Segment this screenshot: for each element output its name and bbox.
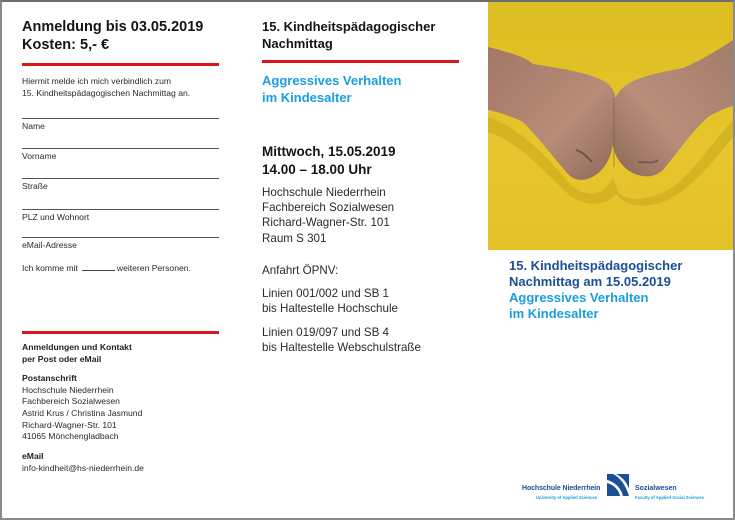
vorname-input-line[interactable] — [22, 148, 219, 149]
cover-title-line-1: 15. Kindheitspädagogischer — [509, 258, 683, 273]
transit-route — [262, 325, 482, 355]
postal-heading: Postanschrift — [22, 373, 77, 383]
transit-route-line: Linien 019/097 und SB 4 — [262, 325, 389, 339]
event-topic — [262, 72, 462, 106]
persons-count-blank[interactable] — [82, 263, 115, 271]
red-divider — [22, 63, 219, 66]
event-venue — [262, 185, 394, 246]
university-logo — [522, 474, 712, 504]
postal-line: Fachbereich Sozialwesen — [22, 396, 120, 407]
postal-line: Richard-Wagner-Str. 101 — [22, 419, 117, 430]
strasse-input-line[interactable] — [22, 178, 219, 179]
logo-faculty-subtitle: Faculty of Applied Social Sciences — [635, 495, 704, 500]
intro-line-1: Hiermit melde ich mich verbindlich zum — [22, 76, 172, 86]
transit-heading: Anfahrt ÖPNV: — [262, 264, 339, 277]
event-title-line-1: 15. Kindheitspädagogischer — [262, 19, 436, 34]
cover-topic-line-2: im Kindesalter — [509, 306, 599, 321]
fist-bump-image — [488, 2, 733, 250]
event-date: Mittwoch, 15.05.2019 — [262, 144, 396, 159]
event-title-line-2: Nachmittag — [262, 36, 333, 51]
transit-info — [262, 263, 482, 355]
persons-prefix: Ich komme mit — [22, 263, 78, 273]
contact-section — [22, 331, 219, 474]
event-panel — [262, 18, 462, 106]
logo-org-subtitle: University of Applied Sciences — [536, 495, 598, 500]
registration-deadline: Anmeldung bis 03.05.2019 — [22, 19, 204, 35]
postal-address — [22, 385, 219, 444]
email-field[interactable] — [22, 237, 219, 250]
venue-line: Richard-Wagner-Str. 101 — [262, 216, 390, 230]
email-heading: eMail — [22, 451, 44, 462]
contact-heading — [22, 342, 219, 365]
event-datetime — [262, 143, 396, 179]
name-input-line[interactable] — [22, 118, 219, 119]
registration-cost: Kosten: 5,- € — [22, 37, 110, 53]
venue-line: Fachbereich Sozialwesen — [262, 201, 395, 215]
contact-heading-line-1: Anmeldungen und Kontakt — [22, 342, 132, 352]
vorname-label: Vorname — [22, 151, 57, 161]
venue-line: Hochschule Niederrhein — [262, 186, 386, 199]
cover-title-line-2: Nachmittag am 15.05.2019 — [509, 274, 671, 289]
plz-wohnort-input-line[interactable] — [22, 209, 219, 210]
contact-email-link[interactable]: info-kindheit@hs-niederrhein.de — [22, 462, 144, 473]
strasse-field[interactable] — [22, 178, 219, 191]
plz-wohnort-field[interactable] — [22, 209, 219, 222]
name-label: Name — [22, 121, 45, 131]
cover-topic-line-1: Aggressives Verhalten — [509, 290, 649, 305]
logo-org-name: Hochschule Niederrhein — [522, 485, 601, 492]
additional-persons-row — [22, 263, 191, 273]
logo-faculty-name: Sozialwesen — [635, 485, 677, 492]
event-time: 14.00 – 18.00 Uhr — [262, 162, 372, 177]
event-topic-line-1: Aggressives Verhalten — [262, 73, 402, 88]
cover-title — [509, 258, 729, 322]
postal-line: Hochschule Niederrhein — [22, 384, 114, 395]
red-divider — [22, 331, 219, 334]
transit-route — [262, 286, 482, 316]
cover-photo-fist-bump — [488, 2, 733, 250]
event-title — [262, 18, 462, 52]
intro-line-2: 15. Kindheitspädagogischen Nachmittag an. — [22, 87, 191, 98]
email-label: eMail-Adresse — [22, 240, 77, 250]
venue-line: Raum S 301 — [262, 231, 327, 245]
persons-suffix: weiteren Personen. — [116, 263, 191, 273]
plz-wohnort-label: PLZ und Wohnort — [22, 212, 90, 222]
red-divider — [262, 60, 459, 63]
transit-route-line: Linien 001/002 und SB 1 — [262, 287, 389, 301]
name-field[interactable] — [22, 118, 219, 131]
postal-line: Astrid Krus / Christina Jasmund — [22, 407, 143, 418]
hn-logo-mark-icon — [607, 474, 629, 496]
transit-route-stop: bis Haltestelle Hochschule — [262, 302, 398, 316]
transit-route-stop: bis Haltestelle Webschulstraße — [262, 340, 421, 354]
email-input-line[interactable] — [22, 237, 219, 238]
contact-heading-line-2: per Post oder eMail — [22, 353, 102, 364]
vorname-field[interactable] — [22, 148, 219, 161]
strasse-label: Straße — [22, 181, 48, 191]
postal-line: 41065 Mönchengladbach — [22, 431, 119, 442]
registration-intro — [22, 76, 219, 99]
event-topic-line-2: im Kindesalter — [262, 90, 352, 105]
registration-panel — [22, 18, 219, 99]
